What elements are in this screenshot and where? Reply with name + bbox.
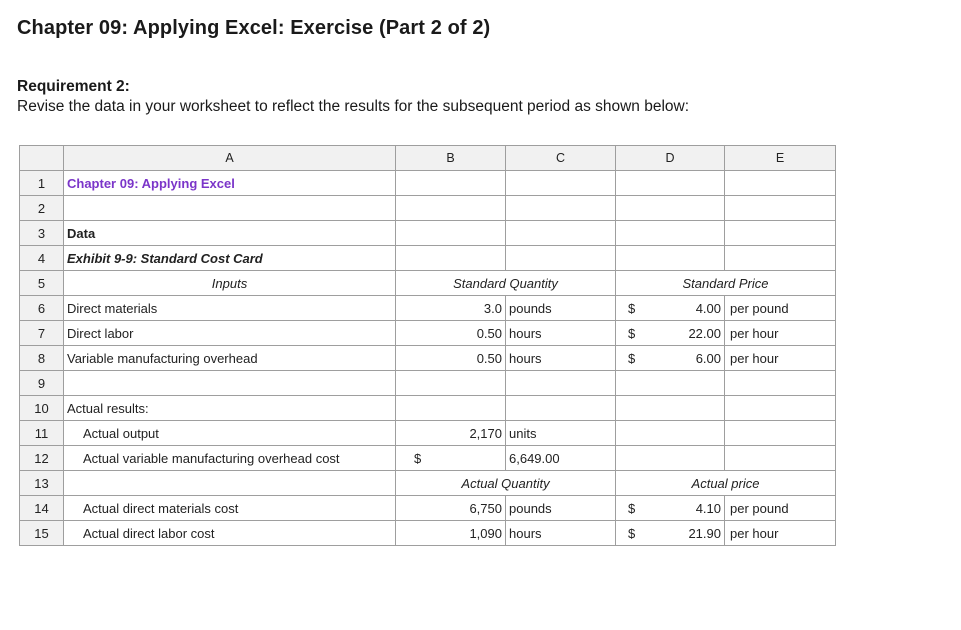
row-number[interactable]: 13 bbox=[20, 471, 64, 496]
row-number[interactable]: 6 bbox=[20, 296, 64, 321]
cell-a6[interactable]: Direct materials bbox=[64, 296, 396, 321]
cell-b6[interactable]: 3.0 bbox=[396, 296, 506, 321]
table-row bbox=[20, 371, 836, 396]
cell-c8[interactable]: hours bbox=[506, 346, 616, 371]
table-row bbox=[20, 471, 836, 496]
table-row bbox=[20, 271, 836, 296]
price-unit: per hour bbox=[730, 525, 779, 541]
table-row bbox=[20, 171, 836, 196]
price-value-display: 4.10 bbox=[695, 500, 721, 516]
table-row bbox=[20, 396, 836, 421]
cell-e6[interactable] bbox=[725, 296, 836, 321]
cell-a1[interactable]: Chapter 09: Applying Excel bbox=[64, 171, 396, 196]
cell-b10[interactable] bbox=[396, 396, 506, 421]
cell-a10[interactable]: Actual results: bbox=[64, 396, 396, 421]
column-header-b[interactable]: B bbox=[396, 146, 506, 171]
cell-b3[interactable] bbox=[396, 221, 506, 246]
cell-a9[interactable] bbox=[64, 371, 396, 396]
cell-d15[interactable] bbox=[616, 521, 725, 546]
table-row bbox=[20, 496, 836, 521]
cell-d14[interactable] bbox=[616, 496, 725, 521]
row-number[interactable]: 5 bbox=[20, 271, 64, 296]
cell-a2[interactable] bbox=[64, 196, 396, 221]
cell-a15[interactable]: Actual direct labor cost bbox=[64, 521, 396, 546]
cell-b5-standard-quantity[interactable]: Standard Quantity bbox=[396, 271, 616, 296]
cell-c9[interactable] bbox=[506, 371, 616, 396]
cell-d9[interactable] bbox=[616, 371, 725, 396]
page-title: Chapter 09: Applying Excel: Exercise (Part 2 of 2) bbox=[17, 17, 491, 39]
table-row bbox=[20, 196, 836, 221]
column-header-d[interactable]: D bbox=[616, 146, 725, 171]
cell-c14[interactable]: pounds bbox=[506, 496, 616, 521]
currency-symbol: $ bbox=[628, 300, 636, 316]
table-row bbox=[20, 346, 836, 371]
cell-d7[interactable] bbox=[616, 321, 725, 346]
cell-d12[interactable] bbox=[616, 446, 725, 471]
cell-b7[interactable]: 0.50 bbox=[396, 321, 506, 346]
table-row bbox=[20, 521, 836, 546]
price-value-display: 4.00 bbox=[695, 300, 721, 316]
row-number[interactable]: 11 bbox=[20, 421, 64, 446]
price-unit: per hour bbox=[730, 325, 779, 341]
price-value-display: 22.00 bbox=[688, 325, 721, 341]
requirement-text: Revise the data in your worksheet to reflect the results for the subsequent period as shown below: bbox=[17, 98, 690, 115]
currency-symbol: $ bbox=[628, 350, 636, 366]
row-number[interactable]: 15 bbox=[20, 521, 64, 546]
cell-c10[interactable] bbox=[506, 396, 616, 421]
table-row bbox=[20, 421, 836, 446]
row-number[interactable]: 3 bbox=[20, 221, 64, 246]
currency-symbol: $ bbox=[628, 525, 636, 541]
cell-e9[interactable] bbox=[725, 371, 836, 396]
cell-e7[interactable] bbox=[725, 321, 836, 346]
cell-c2[interactable] bbox=[506, 196, 616, 221]
cell-c4[interactable] bbox=[506, 246, 616, 271]
row-number[interactable]: 9 bbox=[20, 371, 64, 396]
currency-symbol: $ bbox=[628, 500, 636, 516]
column-header-e[interactable]: E bbox=[725, 146, 836, 171]
cell-e1[interactable] bbox=[725, 171, 836, 196]
row-number[interactable]: 4 bbox=[20, 246, 64, 271]
cell-e2[interactable] bbox=[725, 196, 836, 221]
table-row bbox=[20, 321, 836, 346]
cell-d6[interactable] bbox=[616, 296, 725, 321]
cell-b15[interactable]: 1,090 bbox=[396, 521, 506, 546]
cell-c1[interactable] bbox=[506, 171, 616, 196]
cell-b1[interactable] bbox=[396, 171, 506, 196]
cell-e10[interactable] bbox=[725, 396, 836, 421]
cell-d4[interactable] bbox=[616, 246, 725, 271]
cell-d5-standard-price[interactable]: Standard Price bbox=[616, 271, 836, 296]
cell-e8[interactable] bbox=[725, 346, 836, 371]
cell-b2[interactable] bbox=[396, 196, 506, 221]
requirement-title: Requirement 2: bbox=[17, 78, 130, 95]
cell-b12[interactable]: $ bbox=[396, 446, 506, 471]
row-number[interactable]: 8 bbox=[20, 346, 64, 371]
table-row bbox=[20, 221, 836, 246]
table-row bbox=[20, 446, 836, 471]
row-number[interactable]: 10 bbox=[20, 396, 64, 421]
cell-d1[interactable] bbox=[616, 171, 725, 196]
cell-e4[interactable] bbox=[725, 246, 836, 271]
cell-c15[interactable]: hours bbox=[506, 521, 616, 546]
table-row bbox=[20, 246, 836, 271]
cell-a13[interactable] bbox=[64, 471, 396, 496]
cell-a8[interactable]: Variable manufacturing overhead bbox=[64, 346, 396, 371]
cell-a11[interactable]: Actual output bbox=[64, 421, 396, 446]
cell-c3[interactable] bbox=[506, 221, 616, 246]
cell-c11[interactable]: units bbox=[506, 421, 616, 446]
cell-b8[interactable]: 0.50 bbox=[396, 346, 506, 371]
cell-b13-actual-quantity[interactable]: Actual Quantity bbox=[396, 471, 616, 496]
cell-a7[interactable]: Direct labor bbox=[64, 321, 396, 346]
row-number[interactable]: 1 bbox=[20, 171, 64, 196]
row-number[interactable]: 14 bbox=[20, 496, 64, 521]
price-unit: per pound bbox=[730, 300, 789, 316]
column-header-c[interactable]: C bbox=[506, 146, 616, 171]
cell-d8[interactable] bbox=[616, 346, 725, 371]
cell-a14[interactable]: Actual direct materials cost bbox=[64, 496, 396, 521]
column-header-row bbox=[20, 146, 836, 171]
cell-d11[interactable] bbox=[616, 421, 725, 446]
cell-b14[interactable]: 6,750 bbox=[396, 496, 506, 521]
price-value-display: 21.90 bbox=[688, 525, 721, 541]
cell-d10[interactable] bbox=[616, 396, 725, 421]
cell-a3[interactable]: Data bbox=[64, 221, 396, 246]
cell-c12[interactable]: 6,649.00 bbox=[506, 446, 616, 471]
cell-e14[interactable] bbox=[725, 496, 836, 521]
cell-e15[interactable] bbox=[725, 521, 836, 546]
column-header-a[interactable]: A bbox=[64, 146, 396, 171]
row-number[interactable]: 7 bbox=[20, 321, 64, 346]
cell-a12[interactable]: Actual variable manufacturing overhead cost bbox=[64, 446, 396, 471]
row-number[interactable]: 12 bbox=[20, 446, 64, 471]
spreadsheet bbox=[19, 145, 836, 546]
cell-d3[interactable] bbox=[616, 221, 725, 246]
cell-c7[interactable]: hours bbox=[506, 321, 616, 346]
cell-b9[interactable] bbox=[396, 371, 506, 396]
cell-b4[interactable] bbox=[396, 246, 506, 271]
price-unit: per pound bbox=[730, 500, 789, 516]
table-row bbox=[20, 296, 836, 321]
cell-d13-actual-price[interactable]: Actual price bbox=[616, 471, 836, 496]
price-value-display: 6.00 bbox=[695, 350, 721, 366]
cell-a4[interactable]: Exhibit 9-9: Standard Cost Card bbox=[64, 246, 396, 271]
row-number[interactable]: 2 bbox=[20, 196, 64, 221]
cell-b11[interactable]: 2,170 bbox=[396, 421, 506, 446]
price-unit: per hour bbox=[730, 350, 779, 366]
cell-e11[interactable] bbox=[725, 421, 836, 446]
cell-e12[interactable] bbox=[725, 446, 836, 471]
cell-e3[interactable] bbox=[725, 221, 836, 246]
currency-symbol: $ bbox=[628, 325, 636, 341]
corner-cell[interactable] bbox=[20, 146, 64, 171]
cell-a5[interactable]: Inputs bbox=[64, 271, 396, 296]
cell-d2[interactable] bbox=[616, 196, 725, 221]
cell-c6[interactable]: pounds bbox=[506, 296, 616, 321]
